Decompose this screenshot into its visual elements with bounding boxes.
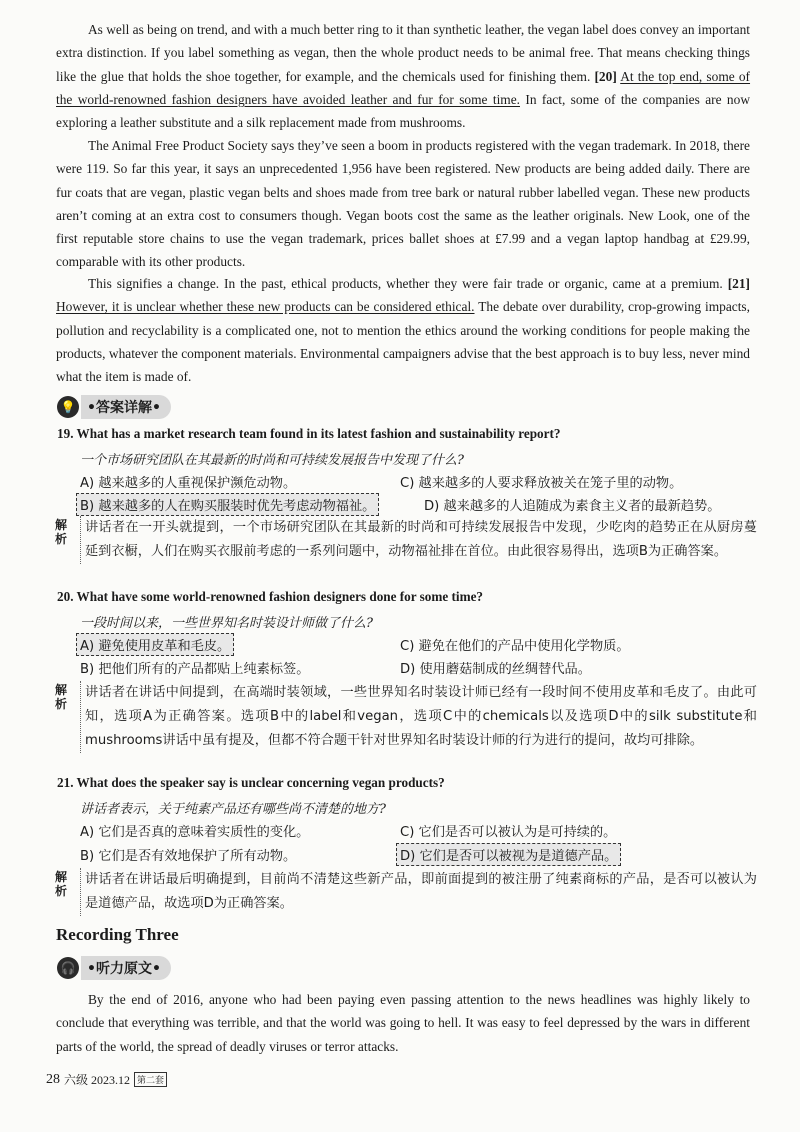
section-label: •答案详解• — [81, 395, 171, 419]
option-19-a: A) 越来越多的人重视保护濒危动物。 — [80, 476, 297, 491]
underlined-sentence: At the top end, some of the world-renowned fashion designers have avoided leather and fur for some time. — [56, 68, 751, 107]
question-20-translation: 一段时间以来，一些世界知名时装设计师做了什么? — [80, 616, 373, 631]
question-marker: [20] — [594, 68, 617, 84]
analysis-tag: 解析 — [55, 518, 68, 546]
section-label: •听力原文• — [81, 956, 171, 980]
page-number: 28 — [46, 1071, 60, 1087]
question-19: 19. What has a market research team found in its latest fashion and sustainability report? — [57, 426, 561, 441]
option-21-c: C) 它们是否可以被认为是可持续的。 — [400, 825, 617, 840]
analysis-19: 讲话者在一开头就提到，一个市场研究团队在其最新的时尚和可持续发展报告中发现，少吃肉的趋势正在从厨房蔓延到衣橱，人们在购买衣服前考虑的一系列问题中，动物福祉排在首位。由此很容易得出，选项B为正确答案。 — [80, 516, 757, 564]
option-19-d: D) 越来越多的人追随成为素食主义者的最新趋势。 — [424, 499, 721, 514]
analysis-tag: 解析 — [55, 870, 68, 898]
option-21-a: A) 它们是否真的意味着实质性的变化。 — [80, 825, 310, 840]
underlined-sentence: However, it is unclear whether these new products can be considered ethical. — [56, 299, 475, 315]
option-20-d: D) 使用蘑菇制成的丝绸替代品。 — [400, 662, 591, 677]
answer-section-header — [57, 394, 171, 420]
text: As well as being on trend, and with a much better ring to it than synthetic leather, the vegan label does convey an important extra distinction. If you label something as vegan, then the whole product needs to be animal free. That means checking things like the glue that holds the shoe together, for example, and the chemicals used for finishing them. — [56, 22, 750, 84]
passage-paragraph-2: The Animal Free Product Society says they’ve seen a boom in products registered with the vegan trademark. In 2018, there were 119. So far this year, it says an unprecedented 1,956 have been registered. New products are being added daily. There are fur coats that are vegan, plastic vegan belts and shoes made from tree bark or natural rubber labelled vegan. These new products aren’t coming at an extra cost to consumers though. Vegan boots cost the same as the leather originals. New Look, one of the first reputable store chains to use the vegan trademark, prices ballet shoes at £7.99 and a vegan laptop handbag at £29.99, comparable with its other products. — [56, 138, 750, 270]
recording-title: Recording Three — [56, 925, 179, 944]
option-19-c: C) 越来越多的人要求释放被关在笼子里的动物。 — [400, 476, 683, 491]
lightbulb-icon: 💡 — [57, 396, 79, 418]
text: In fact, some of the companies are now exploring a leather substitute and a silk replacement made from mushrooms. — [56, 91, 750, 131]
option-21-b: B) 它们是否有效地保护了所有动物。 — [80, 849, 297, 864]
passage-paragraph-3 — [56, 272, 750, 388]
footer-text: 六级 2023.12 — [64, 1073, 131, 1087]
passage-paragraph-1 — [56, 18, 750, 134]
text: This signifies a change. In the past, ethical products, whether they were fair trade or organic, came at a premium. — [88, 276, 728, 291]
option-21-d-correct: D) 它们是否可以被视为是道德产品。 — [396, 843, 621, 866]
question-21: 21. What does the speaker say is unclear concerning vegan products? — [57, 775, 445, 790]
question-19-translation: 一个市场研究团队在其最新的时尚和可持续发展报告中发现了什么? — [80, 453, 464, 468]
headphones-icon: 🎧 — [57, 957, 79, 979]
question-marker: [21] — [727, 276, 750, 291]
listening-section-header — [57, 955, 171, 981]
footer-tag: 第二套 — [134, 1072, 167, 1087]
page-footer — [46, 1071, 167, 1088]
question-21-translation: 讲话者表示，关于纯素产品还有哪些尚不清楚的地方? — [80, 802, 386, 817]
option-20-b: B) 把他们所有的产品都贴上纯素标签。 — [80, 662, 310, 677]
option-20-a-correct: A) 避免使用皮革和毛皮。 — [76, 633, 234, 656]
question-20: 20. What have some world-renowned fashion designers done for some time? — [57, 589, 484, 604]
option-20-c: C) 避免在他们的产品中使用化学物质。 — [400, 639, 630, 654]
analysis-20: 讲话者在讲话中间提到，在高端时装领域，一些世界知名时装设计师已经有一段时间不使用皮革和毛皮了。由此可知，选项A为正确答案。选项B中的label和vegan，选项C中的chemicals以及选项D中的silk substitute和mushrooms讲话中虽有提及，但都不符合题干针对世界知名时装设计师的行为进行的提问，故均可排除。 — [80, 681, 757, 753]
analysis-21: 讲话者在讲话最后明确提到，目前尚不清楚这些新产品，即前面提到的被注册了纯素商标的产品，是否可以被认为是道德产品，故选项D为正确答案。 — [80, 868, 757, 916]
analysis-tag: 解析 — [55, 683, 68, 711]
recording-paragraph: By the end of 2016, anyone who had been paying even passing attention to the news headlines was highly likely to conclude that everything was terrible, and that the world was going to hell. It was easy to feel depressed by the wars in different parts of the world, the spread of deadly viruses or terror attacks. — [56, 992, 750, 1054]
text: The debate over durability, crop-growing impacts, pollution and recyclability is a complicated one, not to mention the ethics around the working conditions for people making the products, whatever the component materials. Environmental campaigners advise that the best approach is to buy less, never mind what the item is made of. — [56, 299, 750, 385]
option-19-b-correct: B) 越来越多的人在购买服装时优先考虑动物福祉。 — [76, 493, 379, 516]
